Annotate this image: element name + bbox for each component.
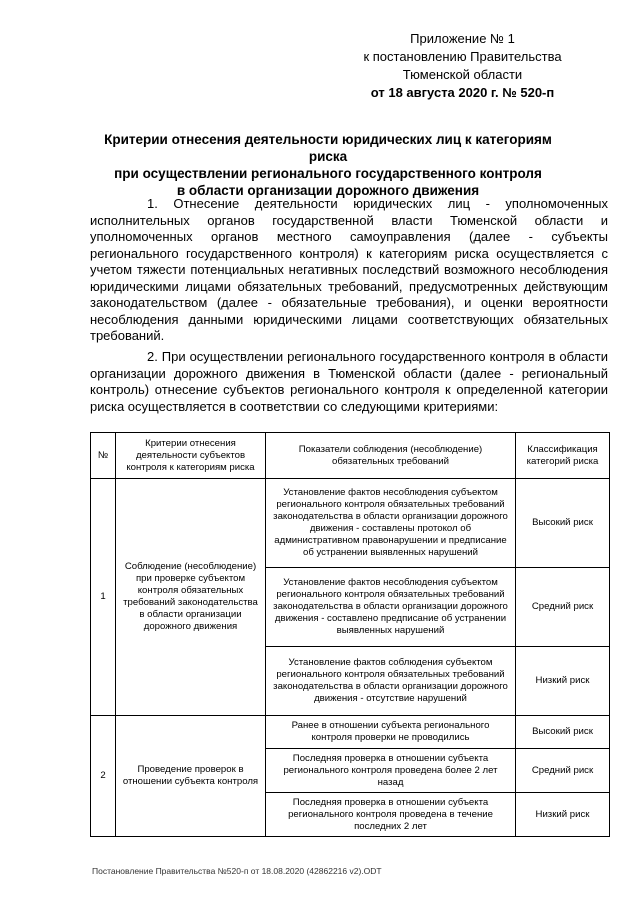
appendix-region: Тюменской области	[402, 67, 523, 82]
risk-cell: Высокий риск	[516, 479, 610, 568]
risk-criteria-table	[90, 432, 610, 837]
paragraph-2: 2. При осуществлении регионального государственного контроля в области организации дорожного движения в Тюменской области (далее - региональный контроль) отнесение субъектов регионального контроля к определенной категории риска осуществляется в соответствии со следующими критериями:	[90, 349, 608, 414]
risk-cell: Средний риск	[516, 749, 610, 793]
table-header-row	[91, 433, 610, 479]
group-2-number: 2	[91, 716, 116, 837]
indicator-cell: Установление фактов несоблюдения субъектом регионального контроля обязательных требований законодательства в области организации дорожного движения - составлены протокол об административном правонарушении и предписание об устранении выявленных нарушений	[266, 479, 516, 568]
header-classification: Классификация категорий риска	[516, 433, 610, 479]
appendix-date: от 18 августа 2020 г. № 520-п	[370, 85, 555, 100]
indicator-cell: Установление фактов несоблюдения субъектом регионального контроля обязательных требований законодательства в области организации дорожного движения - составлено предписание об устранении выявленных нарушений	[266, 568, 516, 647]
risk-cell: Средний риск	[516, 568, 610, 647]
document-title	[88, 131, 568, 199]
appendix-number: Приложение № 1	[410, 31, 515, 46]
header-indicators: Показатели соблюдения (несоблюдение) обязательных требований	[266, 433, 516, 479]
header-criteria: Критерии отнесения деятельности субъектов контроля к категориям риска	[116, 433, 266, 479]
appendix-resolution-ref: к постановлению Правительства	[363, 49, 562, 64]
indicator-cell: Последняя проверка в отношении субъекта регионального контроля проведена в течение последних 2 лет	[266, 793, 516, 837]
group-1-number: 1	[91, 479, 116, 716]
title-line-3: в области организации дорожного движения	[176, 183, 480, 198]
indicator-cell: Ранее в отношении субъекта регионального контроля проверки не проводились	[266, 716, 516, 749]
risk-cell: Низкий риск	[516, 793, 610, 837]
group-2-criteria: Проведение проверок в отношении субъекта контроля	[116, 716, 266, 837]
table-row	[91, 716, 610, 749]
appendix-header	[330, 30, 595, 102]
document-footer: Постановление Правительства №520-п от 18.08.2020 (42862216 v2).ODT	[92, 866, 382, 876]
table-row	[91, 479, 610, 568]
paragraph-1: 1. Отнесение деятельности юридических лиц - уполномоченных исполнительных органов государственной власти Тюменской области и уполномоченных органов местного самоуправления (далее - субъекты регионального государственного контроля) к категориям риска осуществляется с учетом тяжести потенциальных негативных последствий возможного несоблюдения юридическими лицами обязательных требований, предусмотренных действующим законодательством (далее - обязательные требования), и оценки вероятности несоблюдения данными юридическими лицами соответствующих обязательных требований.	[90, 196, 608, 343]
indicator-cell: Установление фактов соблюдения субъектом регионального контроля обязательных требований законодательства в области организации дорожного движения - отсутствие нарушений	[266, 647, 516, 716]
group-1-criteria: Соблюдение (несоблюдение) при проверке субъектом контроля обязательных требований законодательства в области организации дорожного движения	[116, 479, 266, 716]
title-line-2: при осуществлении регионального государственного контроля	[114, 166, 542, 181]
risk-cell: Высокий риск	[516, 716, 610, 749]
risk-cell: Низкий риск	[516, 647, 610, 716]
title-line-1: Критерии отнесения деятельности юридических лиц к категориям риска	[104, 132, 552, 164]
header-number: №	[91, 433, 116, 479]
indicator-cell: Последняя проверка в отношении субъекта регионального контроля проведена более 2 лет назад	[266, 749, 516, 793]
